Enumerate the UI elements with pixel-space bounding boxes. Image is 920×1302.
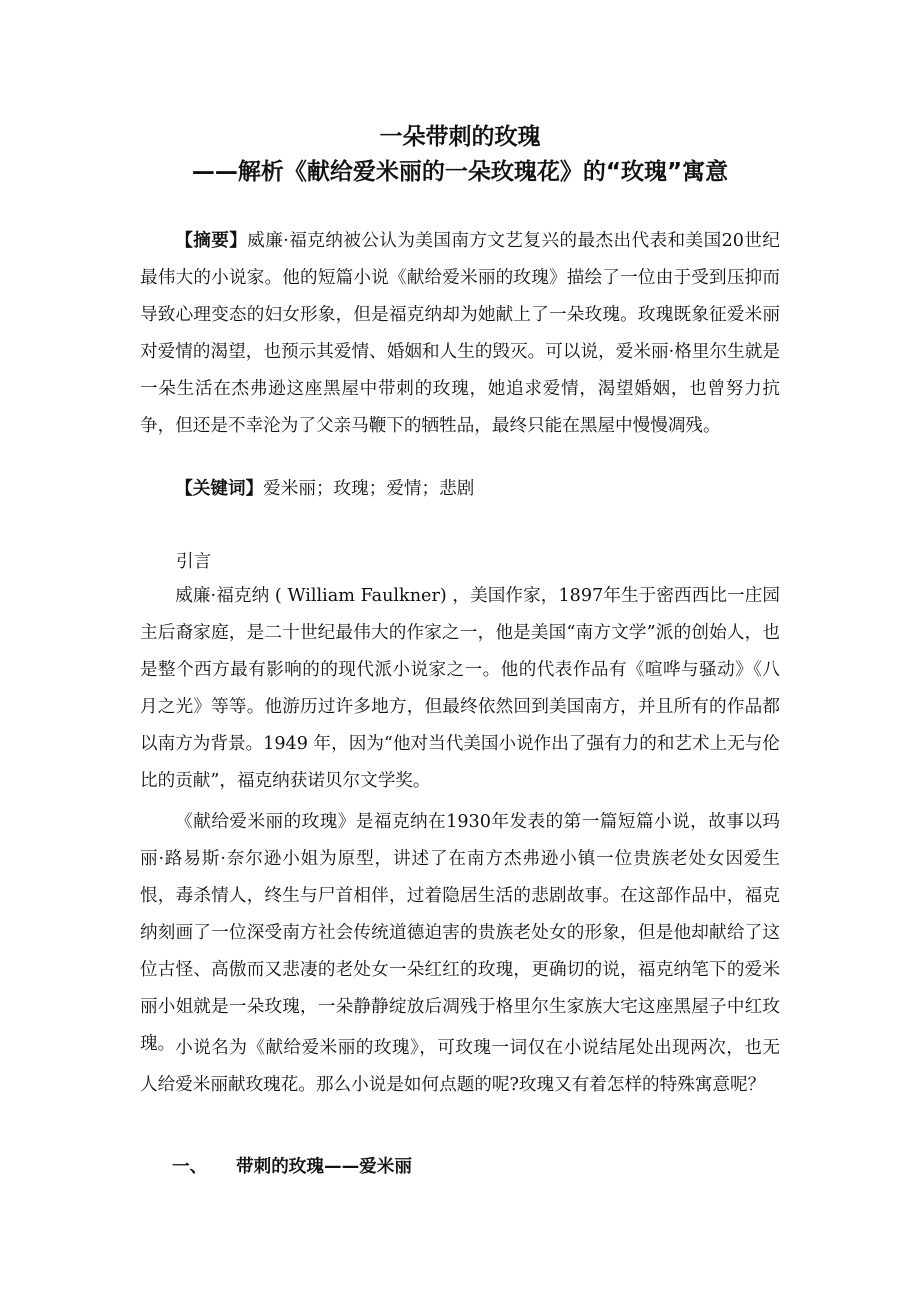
document-title: 一朵带刺的玫瑰 [379,124,541,150]
document-subtitle: ——解析《献给爱米丽的一朵玫瑰花》的“玫瑰”寓意 [191,159,729,185]
intro-paragraph-3: 小说名为《献给爱米丽的玫瑰》，可玫瑰一词仅在小说结尾处出现两次，也无人给爱米丽献玫瑰花。那么小说是如何点题的呢?玫瑰又有着怎样的特殊寓意呢？ [140,1038,780,1095]
intro-paragraph-1: 威廉·福克纳 ( William Faulkner) ，美国作家，1897年生于密西西比一庄园主后裔家庭，是二十世纪最伟大的作家之一，他是美国“南方文学”派的创始人，也是整个西方最有影响的的现代派小说家之一。他的代表作品有《喧哗与骚动》《八月之光》等等。他游历过许多地方，但最终依然回到美国南方，并且所有的作品都以南方为背景。1949 年，因为“他对当代美国小说作出了强有力的和艺术上无与伦比的贡献”，福克纳获诺贝尔文学奖。 [140,586,780,791]
keywords-paragraph [140,471,780,508]
intro-paragraph-2: 《献给爱米丽的玫瑰》是福克纳在1930年发表的第一篇短篇小说，故事以玛丽·路易斯·奈尔逊小姐为原型，讲述了在南方杰弗逊小镇一位贵族老处女因爱生恨，毒杀情人，终生与尸首相伴，过着隐居生活的悲剧故事。在这部作品中，福克纳刻画了一位深受南方社会传统道德迫害的贵族老处女的形象，但是他却献给了这位古怪、高傲而又悲凄的老处女一朵红红的玫瑰，更确切的说，福克纳笔下的爱米丽小姐就是一朵玫瑰，一朵静静绽放后凋残于格里尔生家族大宅这座黑屋子中红玫瑰。 [140,812,780,1054]
abstract-paragraph [140,223,780,445]
abstract-label: 【摘要】 [175,231,248,251]
keywords-text: 爱米丽；玫瑰；爱情；悲剧 [263,479,475,499]
intro-heading: 引言 [176,552,212,572]
section-title: 带刺的玫瑰——爱米丽 [236,1157,412,1177]
abstract-text: 威廉·福克纳被公认为美国南方文艺复兴的最杰出代表和美国20世纪最伟大的小说家。他的短篇小说《献给爱米丽的玫瑰》描绘了一位由于受到压抑而导致心理变态的妇女形象，但是福克纳却为她献上了一朵玫瑰。玫瑰既象征爱米丽对爱情的渴望，也预示其爱情、婚姻和人生的毁灭。可以说，爱米丽·格里尔生就是一朵生活在杰弗逊这座黑屋中带刺的玫瑰，她追求爱情，渴望婚姻，也曾努力抗争，但还是不幸沦为了父亲马鞭下的牺牲品，最终只能在黑屋中慢慢凋残。 [140,231,780,436]
section-heading [172,1149,412,1186]
section-number: 一、 [172,1157,208,1177]
keywords-label: 【关键词】 [175,479,264,499]
